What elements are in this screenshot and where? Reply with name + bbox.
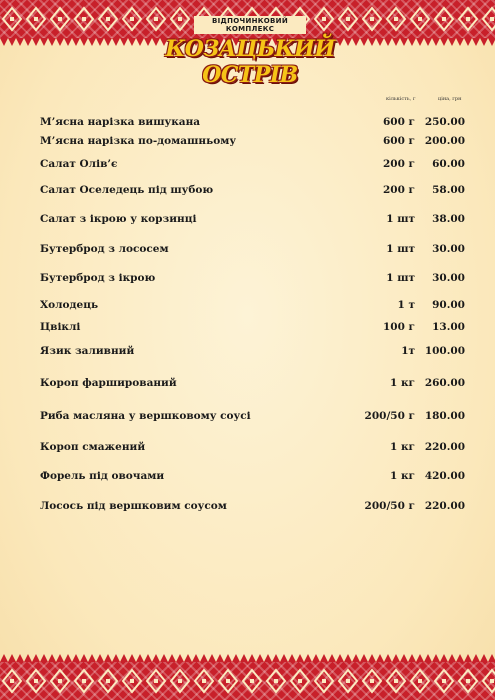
menu-item xyxy=(0,135,495,151)
item-name: Язик заливний xyxy=(40,345,135,357)
menu-item xyxy=(0,410,495,426)
item-price: 58.00 xyxy=(432,184,465,196)
item-name: Бутерброд з лососем xyxy=(40,243,169,255)
item-price: 200.00 xyxy=(424,135,465,147)
item-quantity: 1 шт xyxy=(386,243,415,255)
menu-item xyxy=(0,184,495,200)
item-price: 100.00 xyxy=(424,345,465,357)
item-price: 420.00 xyxy=(424,470,465,482)
item-name: Холодець xyxy=(40,299,99,311)
item-name: Короп смажений xyxy=(40,441,146,453)
item-name: М’ясна нарізка по-домашньому xyxy=(40,135,237,147)
menu-item xyxy=(0,243,495,259)
logo xyxy=(150,16,350,88)
menu-item xyxy=(0,441,495,457)
item-quantity: 200/50 г xyxy=(364,500,415,512)
menu-item xyxy=(0,470,495,486)
item-name: Короп фарширований xyxy=(40,377,177,389)
item-price: 30.00 xyxy=(432,243,465,255)
item-quantity: 1т xyxy=(401,345,415,357)
item-quantity: 1 т xyxy=(397,299,415,311)
price-column-header: ціна, грн xyxy=(438,96,462,102)
item-name: Салат Оселедець під шубою xyxy=(40,184,214,196)
quantity-column-header: кількість, г xyxy=(386,96,416,102)
item-quantity: 1 кг xyxy=(390,441,415,453)
item-name: Салат Олів’є xyxy=(40,158,118,170)
item-quantity: 1 шт xyxy=(386,213,415,225)
column-headers xyxy=(0,96,495,106)
item-price: 30.00 xyxy=(432,272,465,284)
item-quantity: 100 г xyxy=(382,321,415,333)
embroidery-ornament-icon xyxy=(0,662,495,700)
item-name: М’ясна нарізка вишукана xyxy=(40,116,201,128)
item-price: 60.00 xyxy=(432,158,465,170)
logo-title: КОЗАЦЬКИЙ ОСТРІВ xyxy=(165,36,335,88)
item-quantity: 200/50 г xyxy=(364,410,415,422)
item-price: 38.00 xyxy=(432,213,465,225)
item-name: Форель під овочами xyxy=(40,470,165,482)
item-price: 250.00 xyxy=(424,116,465,128)
menu-item xyxy=(0,345,495,361)
item-name: Бутерброд з ікрою xyxy=(40,272,156,284)
item-name: Риба масляна у вершковому соусі xyxy=(40,410,251,422)
item-quantity: 600 г xyxy=(382,116,415,128)
item-price: 220.00 xyxy=(424,500,465,512)
item-name: Лосось під вершковим соусом xyxy=(40,500,227,512)
menu-item xyxy=(0,272,495,288)
item-quantity: 200 г xyxy=(382,158,415,170)
item-price: 13.00 xyxy=(432,321,465,333)
item-quantity: 200 г xyxy=(382,184,415,196)
item-price: 260.00 xyxy=(424,377,465,389)
item-price: 180.00 xyxy=(424,410,465,422)
menu-item xyxy=(0,116,495,132)
item-price: 220.00 xyxy=(424,441,465,453)
menu-item xyxy=(0,299,495,315)
item-price: 90.00 xyxy=(432,299,465,311)
menu-item xyxy=(0,500,495,516)
item-quantity: 600 г xyxy=(382,135,415,147)
menu-item xyxy=(0,213,495,229)
logo-subtitle: ВІДПОЧИНКОВИЙ КОМПЛЕКС xyxy=(194,16,306,34)
menu-item xyxy=(0,377,495,393)
bottom-fringe xyxy=(0,652,495,662)
menu-item xyxy=(0,158,495,174)
item-name: Салат з ікрою у корзинці xyxy=(40,213,197,225)
item-quantity: 1 шт xyxy=(386,272,415,284)
item-quantity: 1 кг xyxy=(390,470,415,482)
menu-item xyxy=(0,321,495,337)
item-name: Цвіклі xyxy=(40,321,81,333)
item-quantity: 1 кг xyxy=(390,377,415,389)
bottom-ornament-band xyxy=(0,662,495,700)
